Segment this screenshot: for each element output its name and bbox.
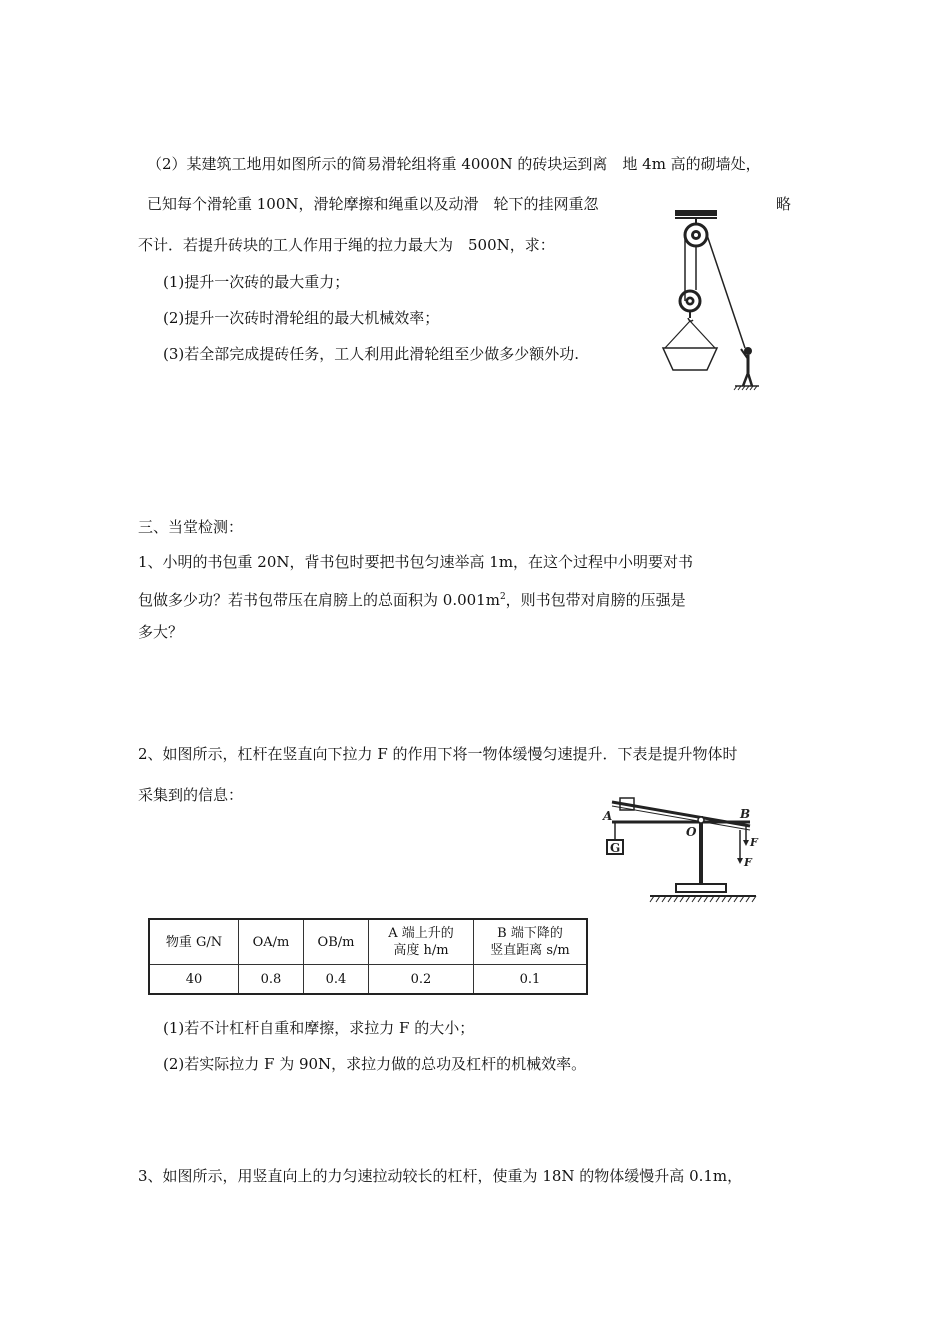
rope-pull	[707, 235, 745, 348]
problem2-line1: 2、如图所示，杠杆在竖直向下拉力 F 的作用下将一物体缓慢匀速提升．下表是提升物体时	[138, 745, 738, 763]
label-o: O	[686, 825, 697, 839]
fixed-pulley-icon	[685, 224, 707, 246]
section-heading: 三、当堂检测：	[138, 518, 244, 536]
part2-question-3: (3)若全部完成提砖任务，工人利用此滑轮组至少做多少额外功.	[163, 345, 580, 363]
part2-question-2: (2)提升一次砖时滑轮组的最大机械效率；	[163, 309, 440, 327]
problem2-question-2: (2)若实际拉力 F 为 90N，求拉力做的总功及杠杆的机械效率。	[163, 1055, 587, 1073]
cell-oa: 0.8	[239, 965, 304, 995]
brick-basket-icon	[663, 321, 717, 370]
header-oa: OA/m	[239, 919, 304, 965]
table-row	[149, 965, 587, 995]
part2-question-1: (1)提升一次砖的最大重力；	[163, 273, 350, 291]
header-ob: OB/m	[304, 919, 369, 965]
problem1-line2: 包做多少功？若书包带压在肩膀上的总面积为 $0.001m^2$，则书包带对肩膀的压强是	[138, 591, 686, 609]
table-header-row	[149, 919, 587, 965]
movable-pulley-icon	[680, 291, 700, 311]
cell-ob: 0.4	[304, 965, 369, 995]
part2-line3: 不计．若提升砖块的工人作用于绳的拉力最大为 500N，求：	[138, 236, 555, 254]
cell-weight: 40	[149, 965, 239, 995]
ceiling-mount	[675, 210, 717, 216]
problem1-line1: 1、小明的书包重 20N，背书包时要把书包匀速举高 1m，在这个过程中小明要对书	[138, 553, 694, 571]
part2-line1: （2）某建筑工地用如图所示的简易滑轮组将重 4000N 的砖块运到离 地 4m 高的砌墙处，	[147, 155, 761, 173]
problem2-line2: 采集到的信息：	[138, 786, 244, 804]
header-weight: 物重 G/N	[149, 919, 239, 965]
problem3-line1: 3、如图所示，用竖直向上的力匀速拉动较长的杠杆，使重为 18N 的物体缓慢升高 0.1m，	[138, 1167, 743, 1185]
worker-icon	[741, 347, 752, 386]
label-g: G	[610, 841, 621, 855]
cell-b-drop: 0.1	[474, 965, 588, 995]
part2-line2: 已知每个滑轮重 100N，滑轮摩擦和绳重以及动滑 轮下的挂网重忽	[147, 195, 599, 213]
label-b: B	[740, 807, 751, 821]
problem1-line3: 多大？	[138, 623, 184, 641]
pulley-figure	[655, 208, 765, 398]
cell-a-rise: 0.2	[369, 965, 474, 995]
lever-data-table	[148, 918, 588, 995]
label-f-upper: F	[750, 836, 758, 849]
part2-line2-end: 略	[776, 195, 792, 213]
header-b-drop: B 端下降的 竖直距离 s/m	[474, 919, 588, 965]
label-a: A	[603, 809, 613, 823]
lever-figure	[600, 796, 770, 914]
header-a-rise: A 端上升的 高度 h/m	[369, 919, 474, 965]
lever-base	[676, 884, 726, 892]
problem2-question-1: (1)若不计杠杆自重和摩擦，求拉力 F 的大小；	[163, 1019, 475, 1037]
label-f-lower: F	[744, 856, 752, 869]
